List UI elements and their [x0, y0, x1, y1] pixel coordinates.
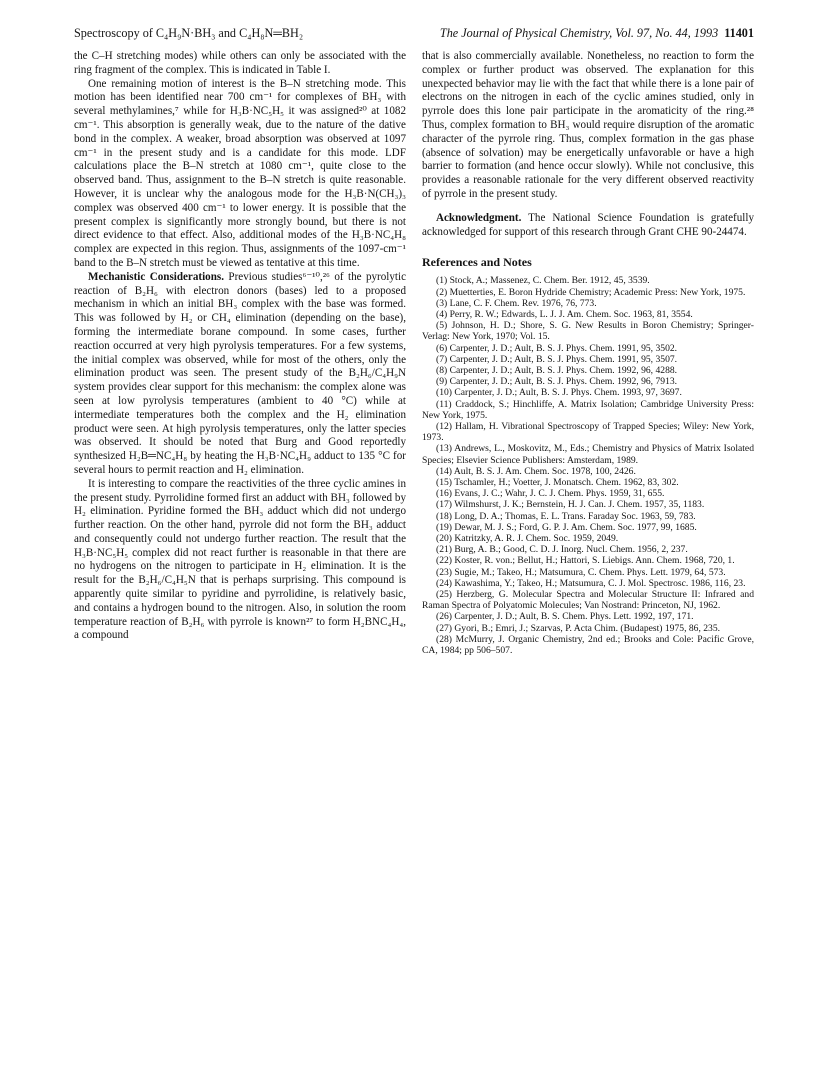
reference-item: (14) Ault, B. S. J. Am. Chem. Soc. 1978, 100, 2426.: [436, 465, 636, 477]
mechanistic-body: Previous studies⁶⁻¹⁰,²⁶ of the pyrolytic reaction of B₂H₆ with electron donors (bases) led to a proposed mechanism in which an initial BH₃ complex with the base was formed. This was followed by H₂ or CH₄ elimination (depending on the base), forming the intermediate borane compound. In some cases, further reaction occurred at very high pyrolysis temperatures. For a few systems, the initial complex was observed, while for most of the others, only the elimination product was seen. The present study of the B₂H₆/C₄H₉N system provides clear support for this mechanism: the complex alone was seen at low pyrolysis temperatures (ambient to 40 °C) while at intermediate temperatures both the complex and the H₂ elimination product were seen. At high pyrolysis temperatures, only the latter species was observed. It should be noted that Burg and Good reportedly synthesized H₂B═NC₄H₈ by heating the H₃B·NC₄H₉ adduct to 135 °C for several hours to permit reaction and H₂ elimination.: [74, 270, 406, 476]
running-header-title: Spectroscopy of C₄H₉N·BH₃ and C₄H₈N═BH₂: [74, 26, 304, 40]
acknowledgment-body: The National Science Foundation is gratefully acknowledged for support of this research through Grant CHE 90-24474.: [422, 211, 754, 238]
references-heading: References and Notes: [422, 255, 532, 270]
page-number: 11401: [724, 26, 754, 40]
paragraph-acknowledgment: [422, 212, 754, 240]
reference-item: (13) Andrews, L., Moskovitz, M., Eds.; Chemistry and Physics of Matrix Isolated Species; Elsevier Science Publishers: Amsterdam, 1989.: [422, 443, 754, 466]
reference-item: (21) Burg, A. B.; Good, C. D. J. Inorg. Nucl. Chem. 1956, 2, 237.: [436, 544, 688, 556]
reference-item: (6) Carpenter, J. D.; Ault, B. S. J. Phys. Chem. 1991, 95, 3502.: [436, 342, 678, 354]
acknowledgment-lead: Acknowledgment.: [436, 211, 522, 224]
reference-item: (20) Katritzky, A. R. J. Chem. Soc. 1959, 2049.: [436, 533, 619, 545]
reference-item: (8) Carpenter, J. D.; Ault, B. S. J. Phys. Chem. 1992, 96, 4288.: [436, 364, 678, 376]
paragraph-bn-stretch: One remaining motion of interest is the B–N stretching mode. This motion has been identified near 700 cm⁻¹ for complexes of BH₃ with several methylamines,⁷ while for H₃B·NC₅H₅ it was assigned²⁰ at 1082 cm⁻¹. This absorption is generally weak, due to the nature of the dative bond in the complex. A weaker, broad absorption was observed at 1097 cm⁻¹ in the present study and is a candidate for this mode. LDF calculations place the B–N stretch at 1080 cm⁻¹, quite close to the observed band. Thus, assignment to the B–N stretch is quite reasonable. However, it is unclear why the analogous mode for the H₃B·N(CH₃)₃ complex was observed 400 cm⁻¹ to lower energy. It is possible that the present complex is significantly more strongly bound, but there is not direct evidence to that effect. Also, additional modes of the H₃B·NC₄H₈ complex are expected in this region. Thus, assignments of the 1097-cm⁻¹ band to the B–N stretch must be viewed as tentative at this time.: [74, 77, 406, 269]
reference-item: (18) Long, D. A.; Thomas, E. L. Trans. Faraday Soc. 1963, 59, 783.: [436, 510, 696, 522]
reference-item: (27) Gyori, B.; Emri, J.; Szarvas, P. Acta Chim. (Budapest) 1975, 86, 235.: [436, 622, 721, 634]
reference-item: (15) Tschamler, H.; Voetter, J. Monatsch. Chem. 1962, 83, 302.: [436, 477, 679, 489]
reference-item: (7) Carpenter, J. D.; Ault, B. S. J. Phys. Chem. 1991, 95, 3507.: [436, 353, 678, 365]
paragraph-continuation: the C–H stretching modes) while others can only be associated with the ring fragment of the complex. This is indicated in Table I.: [74, 50, 406, 76]
reference-item: (9) Carpenter, J. D.; Ault, B. S. J. Phys. Chem. 1992, 96, 7913.: [436, 376, 678, 388]
paragraph-mechanistic: [74, 271, 406, 478]
paragraph-reactivities: It is interesting to compare the reactivities of the three cyclic amines in the present study. Pyrrolidine formed first an adduct with BH₃ followed by H₂ elimination. Pyridine formed the BH₃ adduct which did not undergo further reaction. On the other hand, pyrrole did not form the BH₃ adduct and consequently could not undergo further reaction. The result that the H₃B·NC₅H₅ complex did not react further is reasonable in that there are no hydrogens on the nitrogen to participate in H₂ elimination. It is the result for the B₂H₆/C₄H₅N that is perhaps surprising. This compound is apparently quite similar to pyridine and pyrrolidine, is relatively basic, and contains a hydrogen bound to the nitrogen. Also, in solution the room temperature reaction of B₂H₆ with pyrrole is known²⁷ to form H₂BNC₄H₄, a compound: [74, 477, 406, 642]
paragraph-pyrrole: that is also commercially available. Nonetheless, no reaction to form the complex or further product was observed. The explanation for this unexpected behavior may lie with the fact that while there is a lone pair of electrons on the nitrogen in each of the cyclic amines studied, only in pyrrole does this lone pair participate in the aromaticity of the ring.²⁸ Thus, complex formation to BH₃ would require disruption of the aromatic character of the pyrrole ring. Thus, complex formation in the gas phase (absence of solvation) may be energetically unfavorable or have a high barrier to formation (and hence occur slowly). While not conclusive, this provides a reasonable rationale for the very different observed reactivity of pyrrole in the present study.: [422, 50, 754, 200]
reference-item: (11) Craddock, S.; Hinchliffe, A. Matrix Isolation; Cambridge University Press: New York, 1975.: [422, 398, 754, 421]
reference-item: (5) Johnson, H. D.; Shore, S. G. New Results in Boron Chemistry; Springer-Verlag: New York, 1970; Vol. 15.: [422, 320, 754, 343]
reference-item: (26) Carpenter, J. D.; Ault, B. S. Chem. Phys. Lett. 1992, 197, 171.: [436, 611, 694, 623]
reference-item: (23) Sugie, M.; Takeo, H.; Matsumura, C. Chem. Phys. Lett. 1979, 64, 573.: [436, 566, 726, 578]
reference-item: (28) McMurry, J. Organic Chemistry, 2nd ed.; Brooks and Cole: Pacific Grove, CA, 1984; pp 506–507.: [422, 633, 754, 657]
reference-item: (17) Wilmshurst, J. K.; Bernstein, H. J. Can. J. Chem. 1957, 35, 1183.: [436, 499, 705, 511]
reference-item: (3) Lane, C. F. Chem. Rev. 1976, 76, 773.: [436, 297, 597, 309]
reference-item: (16) Evans, J. C.; Wahr, J. C. J. Chem. Phys. 1959, 31, 655.: [436, 488, 665, 500]
reference-item: (22) Koster, R. von.; Bellut, H.; Hattori, S. Liebigs. Ann. Chem. 1968, 720, 1.: [436, 555, 735, 567]
reference-item: (1) Stock, A.; Massenez, C. Chem. Ber. 1912, 45, 3539.: [436, 275, 650, 287]
reference-item: (2) Muetterties, E. Boron Hydride Chemistry; Academic Press: New York, 1975.: [436, 286, 746, 298]
left-column: [74, 50, 406, 643]
running-header-journal: [440, 26, 754, 41]
right-column: [422, 50, 754, 656]
reference-item: (12) Hallam, H. Vibrational Spectroscopy of Trapped Species; Wiley: New York, 1973.: [422, 421, 754, 444]
reference-item: (24) Kawashima, Y.; Takeo, H.; Matsumura, C. J. Mol. Spectrosc. 1986, 116, 23.: [436, 577, 746, 589]
reference-item: (19) Dewar, M. J. S.; Ford, G. P. J. Am. Chem. Soc. 1977, 99, 1685.: [436, 521, 697, 533]
reference-item: (10) Carpenter, J. D.; Ault, B. S. J. Phys. Chem. 1993, 97, 3697.: [436, 387, 682, 399]
reference-item: (25) Herzberg, G. Molecular Spectra and Molecular Structure II: Infrared and Raman Spectra of Polyatomic Molecules; Van Nostrand: Princeton, NJ, 1962.: [422, 589, 754, 612]
journal-citation: The Journal of Physical Chemistry, Vol. 97, No. 44, 1993: [439, 26, 719, 40]
section-lead-mechanistic: Mechanistic Considerations.: [88, 270, 224, 283]
reference-item: (4) Perry, R. W.; Edwards, L. J. J. Am. Chem. Soc. 1963, 81, 3554.: [436, 308, 693, 320]
reference-list: [422, 275, 754, 656]
